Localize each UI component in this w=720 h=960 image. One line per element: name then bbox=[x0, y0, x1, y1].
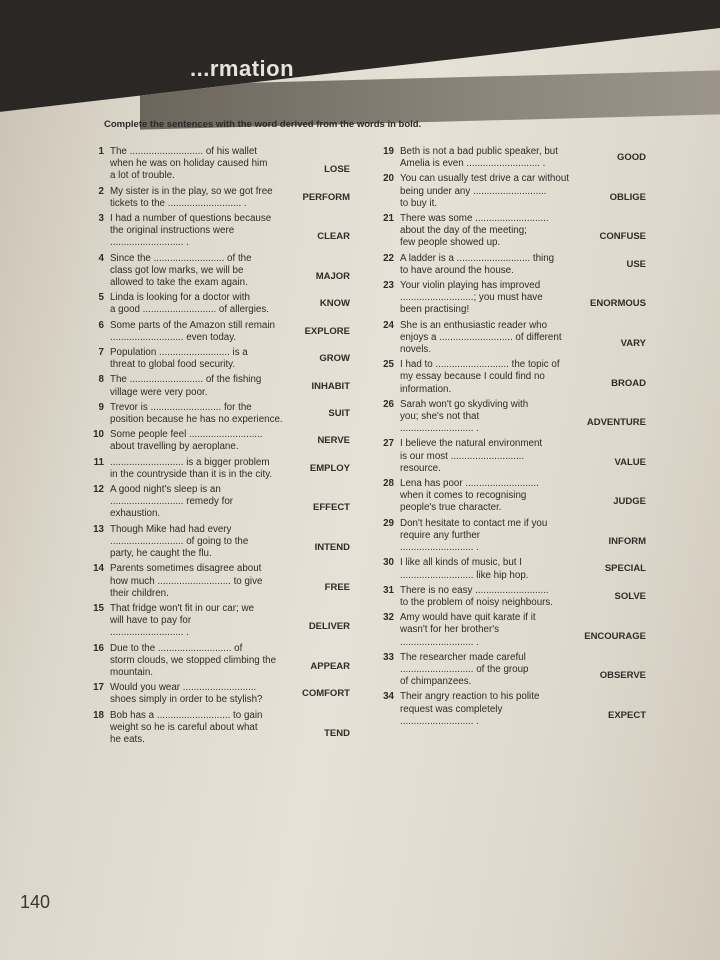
item-sentence: Since the .......................... of the class got low marks, we will be allowed to take the exam again. bbox=[110, 252, 252, 289]
exercise-item bbox=[370, 691, 646, 728]
item-sentence: Their angry reaction to his polite request was completely ........................... . bbox=[400, 691, 540, 727]
base-word: ADVENTURE bbox=[586, 417, 646, 429]
base-word: SPECIAL bbox=[604, 563, 646, 575]
item-number: 9 bbox=[98, 401, 104, 413]
base-word: DELIVER bbox=[308, 621, 350, 633]
exercise-item bbox=[80, 484, 350, 521]
item-number: 27 bbox=[383, 438, 394, 450]
item-sentence: A good night's sleep is an ........................... remedy for exhaustion. bbox=[110, 484, 234, 520]
exercise-item bbox=[370, 399, 646, 436]
item-number: 1 bbox=[98, 146, 104, 157]
base-word: APPEAR bbox=[310, 660, 350, 672]
item-sentence: The ........................... of his wallet when he was on holiday caused him a lot of trouble. bbox=[110, 146, 268, 182]
exercise-item bbox=[80, 402, 350, 426]
section-title: ...rmation bbox=[190, 56, 295, 81]
right-column bbox=[370, 146, 646, 731]
item-sentence: The researcher made careful ........................... of the group of chimpanzees. bbox=[400, 651, 529, 688]
item-sentence: That fridge won't fit in our car; we will have to pay for ........................... . bbox=[110, 602, 254, 639]
exercise-item bbox=[370, 478, 646, 515]
item-sentence: Beth is not a bad public speaker, but Amelia is even ........................... . bbox=[400, 146, 558, 170]
exercise-item bbox=[80, 682, 350, 706]
item-number: 23 bbox=[383, 280, 394, 292]
item-sentence: I believe the natural environment is our most ........................... resource. bbox=[400, 438, 543, 474]
exercise-item bbox=[80, 347, 350, 371]
item-sentence: Your violin playing has improved ...........................; you must have been practising! bbox=[400, 280, 543, 316]
base-word: EFFECT bbox=[313, 502, 350, 514]
item-number: 20 bbox=[383, 173, 394, 185]
base-word: VALUE bbox=[614, 456, 646, 468]
item-number: 4 bbox=[98, 252, 104, 264]
item-number: 24 bbox=[383, 319, 394, 331]
base-word: SOLVE bbox=[614, 590, 646, 602]
exercise-item bbox=[370, 320, 646, 357]
base-word: CLEAR bbox=[317, 231, 350, 243]
item-sentence: You can usually test drive a car without being under any ........................... to buy it. bbox=[400, 173, 570, 209]
item-number: 14 bbox=[93, 563, 104, 575]
base-word: INFORM bbox=[608, 536, 646, 548]
exercise-item bbox=[370, 359, 646, 396]
item-sentence: I had a number of questions because the original instructions were ........................... . bbox=[110, 213, 272, 249]
exercise-item bbox=[370, 585, 646, 609]
item-number: 7 bbox=[98, 347, 104, 359]
item-number: 34 bbox=[383, 691, 394, 703]
item-sentence: The ........................... of the fishing village were very poor. bbox=[110, 374, 262, 398]
base-word: OBLIGE bbox=[609, 191, 646, 203]
item-sentence: There was some ........................... about the day of the meeting; few people showed up. bbox=[400, 213, 549, 249]
item-number: 22 bbox=[383, 252, 394, 264]
item-sentence: I like all kinds of music, but I ........................... like hip hop. bbox=[400, 557, 529, 581]
exercise-item bbox=[370, 652, 646, 689]
exercise-item bbox=[80, 374, 350, 398]
item-sentence: Due to the ........................... of storm clouds, we stopped climbing the mountain. bbox=[110, 642, 277, 678]
item-sentence: Parents sometimes disagree about how much ........................... to give their children. bbox=[110, 563, 263, 599]
base-word: INHABIT bbox=[311, 380, 350, 392]
item-number: 19 bbox=[383, 146, 394, 157]
base-word: ENORMOUS bbox=[590, 298, 646, 310]
item-sentence: Some parts of the Amazon still remain ........................... even today. bbox=[110, 319, 275, 343]
item-number: 25 bbox=[383, 359, 394, 371]
item-sentence: Some people feel ........................... about travelling by aeroplane. bbox=[110, 429, 263, 453]
item-number: 33 bbox=[383, 651, 394, 663]
item-sentence: Would you wear ........................... shoes simply in order to be stylish? bbox=[110, 682, 263, 706]
item-sentence: My sister is in the play, so we got free tickets to the ........................... . bbox=[110, 185, 273, 209]
item-number: 28 bbox=[383, 478, 394, 490]
base-word: LOSE bbox=[324, 164, 350, 176]
base-word: TEND bbox=[324, 727, 350, 739]
exercise-item bbox=[370, 280, 646, 317]
exercise-item bbox=[370, 557, 646, 581]
item-number: 2 bbox=[98, 185, 104, 197]
base-word: SUIT bbox=[328, 408, 350, 420]
base-word: COMFORT bbox=[301, 688, 350, 700]
item-number: 3 bbox=[98, 213, 104, 225]
exercise-item bbox=[370, 518, 646, 555]
exercise-item bbox=[370, 438, 646, 475]
item-number: 15 bbox=[93, 602, 104, 614]
item-sentence: ........................... is a bigger problem in the countryside than it is in the city. bbox=[110, 456, 273, 480]
item-sentence: Linda is looking for a doctor with a good ........................... of allergies. bbox=[110, 292, 269, 316]
item-number: 6 bbox=[98, 319, 104, 331]
exercise-item bbox=[370, 253, 646, 277]
exercise-item bbox=[80, 186, 350, 210]
exercise-item bbox=[80, 146, 350, 183]
exercise-item bbox=[80, 603, 350, 640]
item-sentence: A ladder is a ........................... thing to have around the house. bbox=[400, 252, 555, 276]
item-number: 17 bbox=[93, 682, 104, 694]
item-sentence: Bob has a ........................... to gain weight so he is careful about what he eats. bbox=[110, 709, 263, 745]
base-word: VARY bbox=[620, 338, 646, 350]
exercise-item bbox=[80, 320, 350, 344]
base-word: EXPLORE bbox=[304, 325, 350, 337]
left-column bbox=[80, 146, 350, 749]
item-sentence: Lena has poor ........................... when it comes to recognising people's true character. bbox=[400, 478, 539, 514]
item-number: 8 bbox=[98, 374, 104, 386]
exercise-item bbox=[370, 612, 646, 649]
base-word: ENCOURAGE bbox=[584, 630, 646, 642]
item-number: 10 bbox=[93, 429, 104, 441]
item-number: 21 bbox=[383, 213, 394, 225]
item-sentence: Amy would have quit karate if it wasn't for her brother's ........................... . bbox=[400, 612, 536, 648]
item-sentence: Trevor is .......................... for the position because he has no experience. bbox=[110, 401, 283, 426]
base-word: GOOD bbox=[616, 152, 646, 164]
item-number: 30 bbox=[383, 557, 394, 569]
exercise-item bbox=[80, 253, 350, 290]
base-word: FREE bbox=[324, 581, 350, 593]
item-sentence: She is an enthusiastic reader who enjoys a ........................... of different novels. bbox=[400, 319, 562, 356]
exercise-item bbox=[370, 213, 646, 250]
exercise-item bbox=[370, 146, 646, 170]
base-word: EXPECT bbox=[607, 709, 646, 721]
item-number: 11 bbox=[93, 456, 104, 468]
exercise-item bbox=[80, 429, 350, 453]
exercise-item bbox=[80, 524, 350, 561]
item-number: 18 bbox=[93, 709, 104, 721]
exercise-item bbox=[80, 563, 350, 600]
item-number: 26 bbox=[383, 398, 394, 410]
item-sentence: There is no easy ........................... to the problem of noisy neighbours. bbox=[400, 584, 554, 608]
base-word: KNOW bbox=[319, 298, 350, 310]
base-word: CONFUSE bbox=[599, 231, 646, 243]
exercise-item bbox=[370, 173, 646, 210]
item-sentence: Sarah won't go skydiving with you; she's not that ........................... . bbox=[400, 398, 529, 435]
exercise-item bbox=[80, 643, 350, 680]
item-number: 29 bbox=[383, 517, 394, 529]
item-number: 32 bbox=[383, 612, 394, 624]
page-number: 140 bbox=[20, 892, 51, 912]
item-sentence: Don't hesitate to contact me if you require any further ........................... . bbox=[400, 517, 548, 554]
item-number: 13 bbox=[93, 523, 104, 535]
base-word: PERFORM bbox=[302, 191, 350, 203]
exercise-item bbox=[80, 457, 350, 481]
base-word: USE bbox=[626, 258, 646, 270]
item-sentence: Population .......................... is a threat to global food security. bbox=[110, 347, 248, 371]
item-sentence: I had to ........................... the topic of my essay because I could find no information. bbox=[400, 359, 560, 395]
base-word: GROW bbox=[319, 353, 350, 365]
item-number: 31 bbox=[383, 584, 394, 596]
base-word: MAJOR bbox=[315, 271, 350, 283]
item-number: 16 bbox=[93, 642, 104, 654]
item-number: 12 bbox=[93, 484, 104, 496]
exercise-item bbox=[80, 292, 350, 316]
base-word: EMPLOY bbox=[309, 462, 350, 474]
base-word: BROAD bbox=[611, 377, 646, 389]
base-word: OBSERVE bbox=[599, 670, 646, 682]
base-word: JUDGE bbox=[613, 496, 646, 508]
exercise-item bbox=[80, 213, 350, 250]
item-number: 5 bbox=[98, 292, 104, 304]
exercise-item bbox=[80, 710, 350, 747]
item-sentence: Though Mike had had every ........................... of going to the party, he caught the flu. bbox=[110, 523, 249, 560]
base-word: NERVE bbox=[317, 435, 350, 447]
instruction-text: Complete the sentences with the word derived from the words in bold. bbox=[104, 119, 422, 130]
base-word: INTEND bbox=[314, 542, 350, 554]
